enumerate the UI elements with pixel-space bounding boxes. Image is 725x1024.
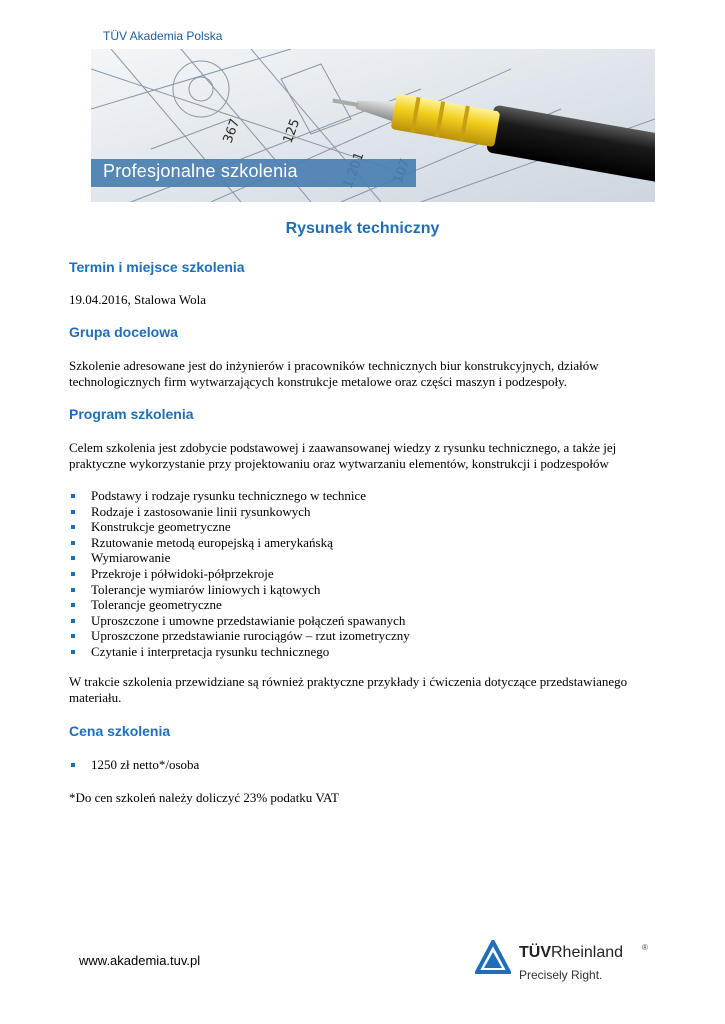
list-item: Przekroje i półwidoki-półprzekroje bbox=[69, 566, 410, 582]
bullet-icon bbox=[71, 588, 75, 592]
svg-text:367: 367 bbox=[220, 116, 244, 146]
program-outro: W trakcie szkolenia przewidziane są również praktyczne przykłady i ćwiczenia dotyczące przedstawianego materiału. bbox=[69, 674, 628, 705]
price-text: 1250 zł netto*/osoba bbox=[91, 757, 200, 772]
triangle-logo-icon bbox=[475, 940, 511, 974]
logo-slogan: Precisely Right. bbox=[519, 968, 603, 982]
bullet-icon bbox=[71, 525, 75, 529]
list-item: Konstrukcje geometryczne bbox=[69, 519, 410, 535]
bullet-icon bbox=[71, 494, 75, 498]
list-item: Rodzaje i zastosowanie linii rysunkowych bbox=[69, 504, 410, 520]
list-item: Wymiarowanie bbox=[69, 550, 410, 566]
price-item bbox=[69, 757, 199, 773]
program-intro: Celem szkolenia jest zdobycie podstawowej i zaawansowanej wiedzy z rysunku technicznego, a także jej praktyczne wykorzystanie przy projektowaniu oraz wytwarzaniu elementów, konstrukcji i podzespołów bbox=[69, 440, 617, 471]
list-item: Czytanie i interpretacja rysunku technicznego bbox=[69, 644, 410, 660]
registered-mark: ® bbox=[642, 943, 648, 952]
list-item: Uproszczone i umowne przedstawianie połączeń spawanych bbox=[69, 613, 410, 629]
logo-wordmark: TÜVRheinland bbox=[519, 944, 624, 961]
list-item: Podstawy i rodzaje rysunku technicznego w technice bbox=[69, 488, 410, 504]
heading-program: Program szkolenia bbox=[69, 406, 194, 422]
vat-note: *Do cen szkoleń należy doliczyć 23% podatku VAT bbox=[69, 790, 339, 805]
bullet-icon bbox=[71, 572, 75, 576]
bullet-icon bbox=[71, 634, 75, 638]
bullet-icon bbox=[71, 510, 75, 514]
bullet-icon bbox=[71, 541, 75, 545]
termin-text: 19.04.2016, Stalowa Wola bbox=[69, 292, 207, 307]
heading-grupa: Grupa docelowa bbox=[69, 324, 178, 340]
bullet-icon bbox=[71, 603, 75, 607]
banner-image bbox=[91, 49, 655, 202]
banner-title: Profesjonalne szkolenia bbox=[103, 161, 298, 181]
heading-termin: Termin i miejsce szkolenia bbox=[69, 259, 245, 275]
brand-header: TÜV Akademia Polska bbox=[103, 29, 223, 43]
tuv-rheinland-logo bbox=[475, 940, 655, 988]
bullet-icon bbox=[71, 650, 75, 654]
grupa-text: Szkolenie adresowane jest do inżynierów i pracowników technicznych biur konstrukcyjnych, działów technologicznych firm wytwarzających konstrukcje metalowe oraz części maszyn i podzespoły. bbox=[69, 358, 599, 389]
program-list bbox=[69, 488, 410, 660]
list-item: Tolerancje wymiarów liniowych i kątowych bbox=[69, 582, 410, 598]
list-item: Uproszczone przedstawianie rurociągów – rzut izometryczny bbox=[69, 628, 410, 644]
footer-url[interactable]: www.akademia.tuv.pl bbox=[79, 953, 201, 968]
list-item: Tolerancje geometryczne bbox=[69, 597, 410, 613]
svg-text:125: 125 bbox=[280, 116, 304, 146]
bullet-icon bbox=[71, 556, 75, 560]
document-title: Rysunek techniczny bbox=[285, 220, 440, 237]
heading-cena: Cena szkolenia bbox=[69, 723, 171, 739]
bullet-icon bbox=[71, 763, 75, 767]
list-item: Rzutowanie metodą europejską i amerykańską bbox=[69, 535, 410, 551]
bullet-icon bbox=[71, 619, 75, 623]
